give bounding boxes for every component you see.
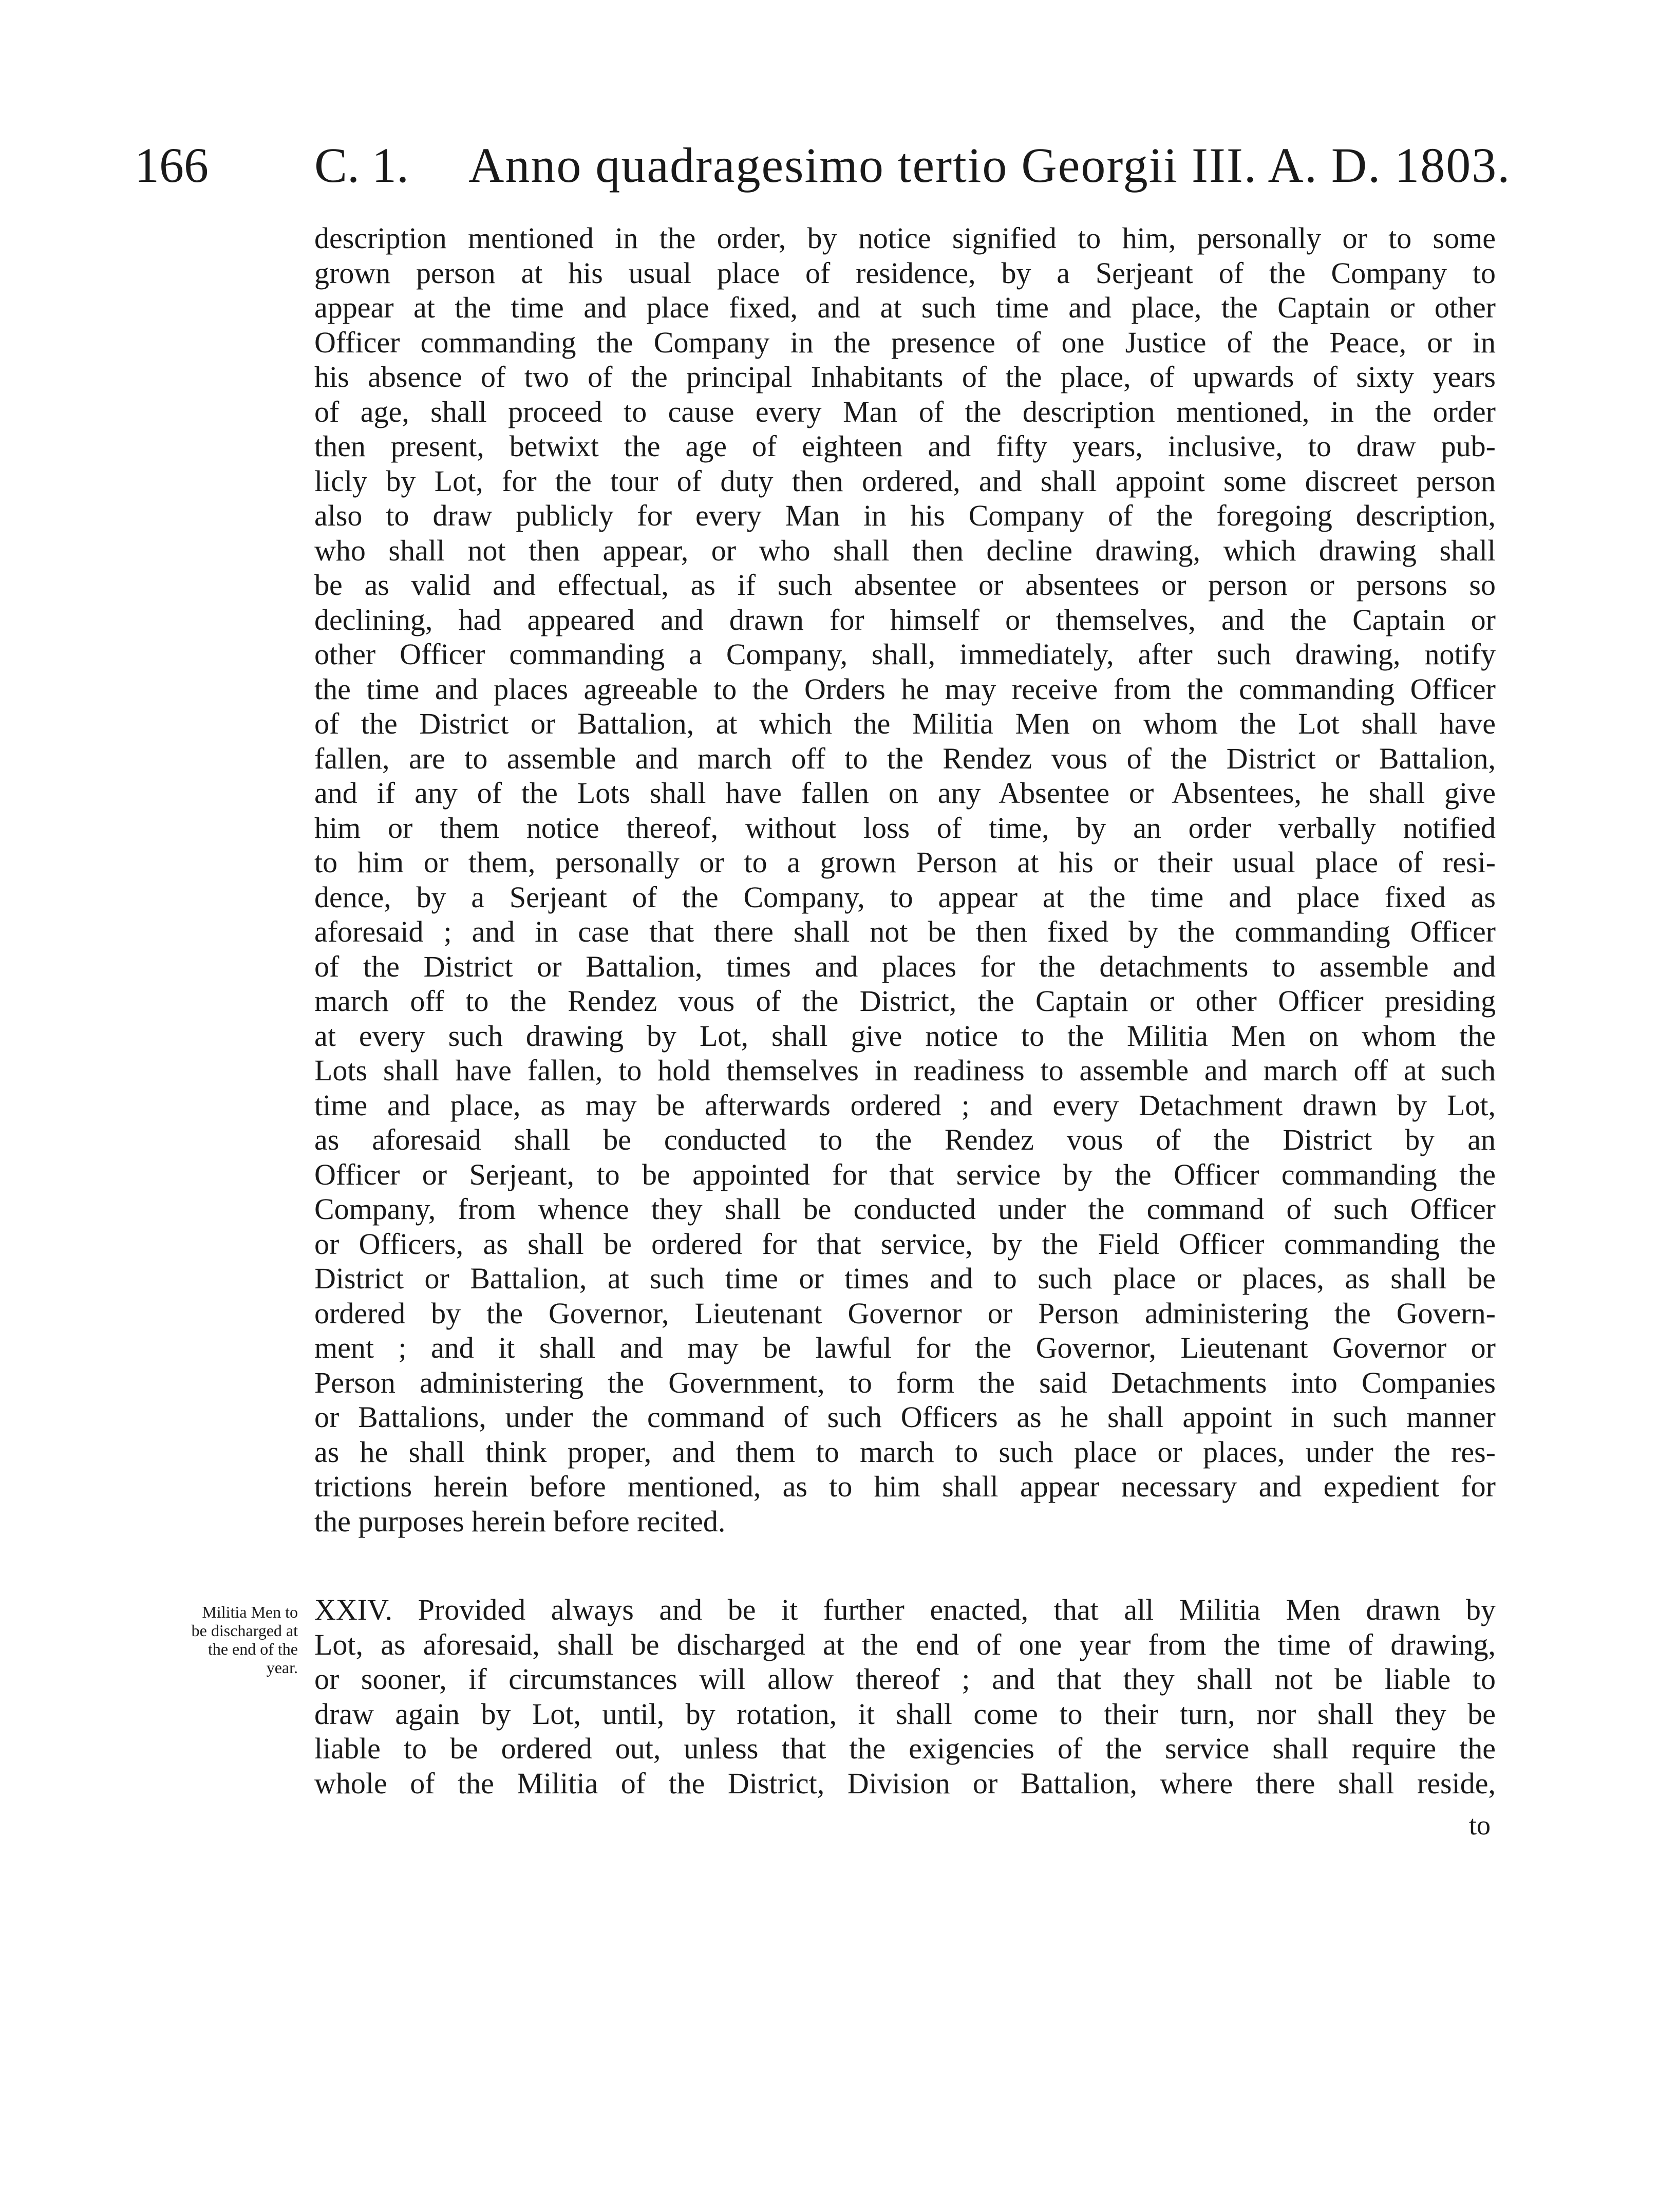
body-line: ordered by the Governor, Lieutenant Governor or Person administering the Govern- — [314, 1296, 1496, 1330]
body-line: fallen, are to assemble and march off to the Rendez vous of the District or Battalion, — [314, 741, 1496, 775]
body-line: as he shall think proper, and them to march to such place or places, under the res- — [314, 1435, 1496, 1469]
body-line: and if any of the Lots shall have fallen on any Absentee or Absentees, he shall give — [314, 776, 1496, 810]
body-line: his absence of two of the principal Inhabitants of the place, of upwards of sixty years — [314, 360, 1496, 393]
section-line: Lot, as aforesaid, shall be discharged at the end of one year from the time of drawing, — [314, 1627, 1496, 1661]
body-paragraph — [314, 221, 1496, 1539]
body-line: who shall not then appear, or who shall then decline drawing, which drawing shall — [314, 533, 1496, 567]
body-line: Officer or Serjeant, to be appointed for that service by the Officer commanding the — [314, 1157, 1496, 1191]
body-line: time and place, as may be afterwards ordered ; and every Detachment drawn by Lot, — [314, 1088, 1496, 1122]
body-line: Person administering the Government, to form the said Detachments into Companies — [314, 1365, 1496, 1399]
chapter-mark: C. 1. — [314, 138, 409, 193]
body-line: dence, by a Serjeant of the Company, to appear at the time and place fixed as — [314, 880, 1496, 914]
body-line: trictions herein before mentioned, as to him shall appear necessary and expedient for — [314, 1470, 1496, 1503]
body-line: District or Battalion, at such time or times and to such place or places, as shall be — [314, 1262, 1496, 1295]
body-line: declining, had appeared and drawn for himself or themselves, and the Captain or — [314, 603, 1496, 636]
marginal-note-line: year. — [266, 1658, 298, 1677]
marginal-note-line: be discharged at — [191, 1621, 298, 1640]
body-line: or Battalions, under the command of such Officers as he shall appoint in such manner — [314, 1400, 1496, 1434]
running-title: Anno quadragesimo tertio Georgii III. A. D. 1803. — [468, 138, 1511, 193]
body-line: grown person at his usual place of residence, by a Serjeant of the Company to — [314, 256, 1496, 290]
body-line: Officer commanding the Company in the presence of one Justice of the Peace, or in — [314, 325, 1496, 359]
body-line: licly by Lot, for the tour of duty then ordered, and shall appoint some discreet person — [314, 464, 1496, 498]
page-number: 166 — [135, 138, 209, 193]
body-line: or Officers, as shall be ordered for that service, by the Field Officer commanding the — [314, 1227, 1496, 1261]
body-line: at every such drawing by Lot, shall give notice to the Militia Men on whom the — [314, 1019, 1496, 1053]
body-line: to him or them, personally or to a grown Person at his or their usual place of resi- — [314, 846, 1496, 879]
body-line: other Officer commanding a Company, shall, immediately, after such drawing, notify — [314, 638, 1496, 671]
section-line: or sooner, if circumstances will allow thereof ; and that they shall not be liable to — [314, 1662, 1496, 1696]
body-line: Lots shall have fallen, to hold themselves in readiness to assemble and march off at such — [314, 1054, 1496, 1087]
body-line: description mentioned in the order, by notice signified to him, personally or to some — [314, 221, 1496, 255]
body-line: of the District or Battalion, at which the Militia Men on whom the Lot shall have — [314, 707, 1496, 740]
running-header — [135, 135, 1521, 196]
body-line: as aforesaid shall be conducted to the Rendez vous of the District by an — [314, 1123, 1496, 1156]
body-line: march off to the Rendez vous of the District, the Captain or other Officer presiding — [314, 984, 1496, 1018]
body-line: the purposes herein before recited. — [314, 1504, 726, 1538]
section-line: XXIV. Provided always and be it further enacted, that all Militia Men drawn by — [314, 1593, 1496, 1626]
body-line: Company, from whence they shall be conducted under the command of such Officer — [314, 1192, 1496, 1226]
body-line: also to draw publicly for every Man in his Company of the foregoing description, — [314, 499, 1496, 532]
marginal-note — [123, 1603, 298, 1677]
body-line: of the District or Battalion, times and places for the detachments to assemble and — [314, 949, 1496, 983]
body-line: of age, shall proceed to cause every Man of the description mentioned, in the order — [314, 395, 1496, 428]
section-line: liable to be ordered out, unless that the exigencies of the service shall require the — [314, 1732, 1496, 1765]
body-line: the time and places agreeable to the Orders he may receive from the commanding Officer — [314, 672, 1496, 706]
marginal-note-line: Militia Men to — [202, 1603, 298, 1621]
section-line: draw again by Lot, until, by rotation, it shall come to their turn, nor shall they be — [314, 1697, 1496, 1731]
body-line: then present, betwixt the age of eighteen and fifty years, inclusive, to draw pub- — [314, 429, 1496, 463]
body-line: ment ; and it shall and may be lawful for the Governor, Lieutenant Governor or — [314, 1331, 1496, 1364]
section-xxiv-paragraph — [314, 1592, 1496, 1801]
catchword: to — [1469, 1810, 1491, 1841]
body-line: him or them notice thereof, without loss of time, by an order verbally notified — [314, 811, 1496, 845]
body-line: aforesaid ; and in case that there shall not be then fixed by the commanding Officer — [314, 915, 1496, 948]
body-line: be as valid and effectual, as if such absentee or absentees or person or persons so — [314, 568, 1496, 602]
section-line: whole of the Militia of the District, Division or Battalion, where there shall reside, — [314, 1766, 1496, 1800]
marginal-note-line: the end of the — [208, 1640, 298, 1658]
body-line: appear at the time and place fixed, and at such time and place, the Captain or other — [314, 291, 1496, 324]
